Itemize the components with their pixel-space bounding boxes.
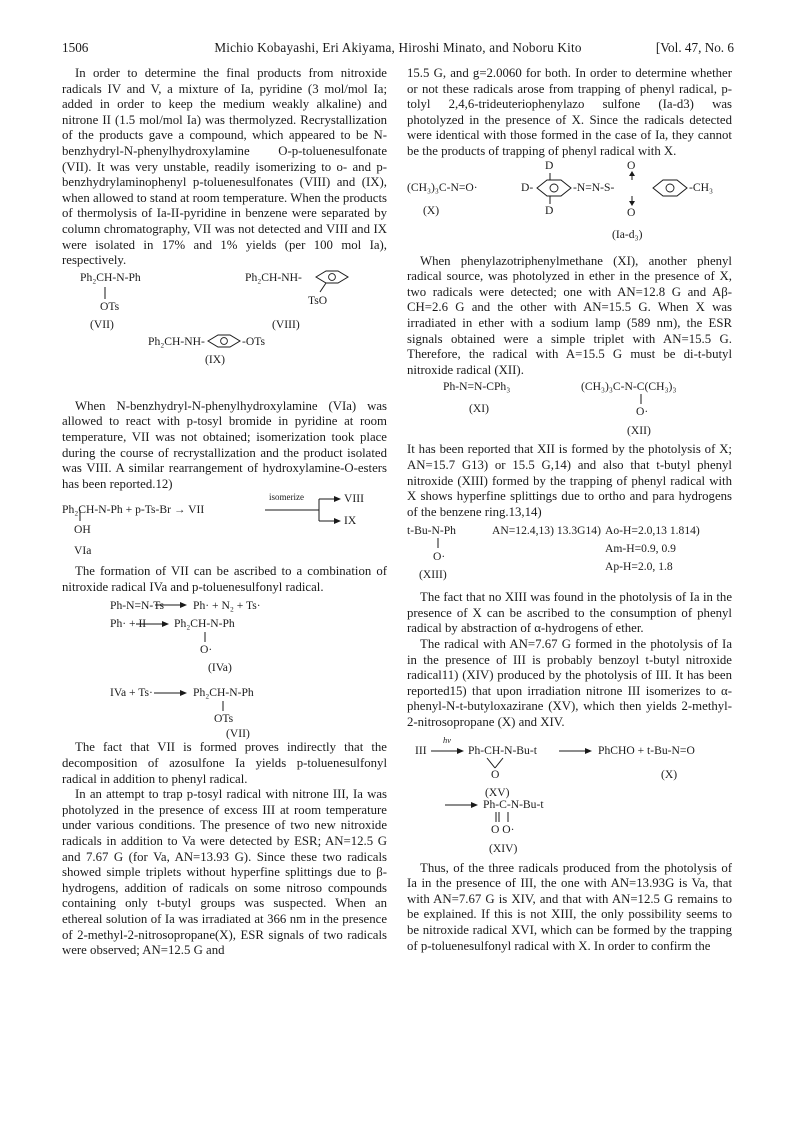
x-label-2: (X) xyxy=(661,767,678,781)
page-number: 1506 xyxy=(62,40,89,55)
product-ix: IX xyxy=(344,514,357,528)
xiii-formula: t-Bu-N-Ph xyxy=(407,524,456,538)
xiv-formula: Ph-C-N-Bu-t xyxy=(483,797,544,811)
x-formula: (CH₃)₃C-N=O· xyxy=(407,180,478,194)
volume-info: [Vol. 47, No. 6 xyxy=(655,40,734,55)
r3-left: IVa + Ts· xyxy=(110,686,153,700)
xiv-oxygens: O O· xyxy=(491,822,515,836)
xiii-label: (XIII) xyxy=(419,568,447,582)
via-oh: OH xyxy=(74,523,91,537)
r1-left: Ph-N=N-Ts xyxy=(110,599,165,613)
sulfonyl-o-bottom: O xyxy=(627,205,636,219)
ia-d3-label: (Ia-d₃) xyxy=(612,227,643,241)
iii-label: III xyxy=(415,743,427,757)
viii-tso: TsO xyxy=(308,293,328,307)
paragraph: In an attempt to trap p-tosyl radical with nitrone III, Ia was photolyzed in the presence of excess III at room temperature under various conditions. The presence of two new nitroxide radicals in addition to Va were detected by ESR; AN=12.5 G and 7.67 G (for Va, AN=13.93 G). Since these two radicals showed simple triplets without hyperfine splittings due to β-hydrogens, addition of radicals on some nitroso compounds containing only t-butyl groups was suspected. When an ethereal solution of Ia was irradiated at 366 nm in the presence of 2-methyl-2-nitrosopropane(X), ESR signals of two radicals were observed; AN=12.5 G and xyxy=(62,787,387,958)
r1-right: Ph· + N₂ + Ts· xyxy=(193,599,261,613)
vii-label: (VII) xyxy=(90,317,114,331)
hv-label: hν xyxy=(443,734,452,745)
paragraph: The fact that VII is formed proves indirectly that the decomposition of azosulfone Ia yields p-toluenesulfonyl radical in addition to phenyl radical. xyxy=(62,740,387,786)
methyl-group: -CH₃ xyxy=(689,180,714,194)
scheme-x-ia-d3 xyxy=(407,160,732,254)
xiii-ortho-splitting: Ao-H=2.0,13 1.814) xyxy=(605,524,700,538)
r3-right: Ph₂CH-N-Ph xyxy=(193,686,254,700)
r2-oxyl: O· xyxy=(200,643,213,657)
xi-label: (XI) xyxy=(469,402,489,416)
xii-label: (XII) xyxy=(627,424,651,438)
viii-formula: Ph₂CH-NH- xyxy=(245,270,302,284)
xiii-an-value: AN=12.4,13) 13.3G14) xyxy=(492,524,601,538)
via-label: VIa xyxy=(74,544,92,558)
azo-sulfone-link: -N=N-S- xyxy=(573,180,615,194)
left-column xyxy=(62,66,387,959)
deuterium-bottom: D xyxy=(545,203,554,217)
scheme-formation-vii xyxy=(62,595,387,740)
xiv-label: (XIV) xyxy=(489,841,518,855)
scheme-lines xyxy=(407,160,732,254)
r3-ots: OTs xyxy=(214,712,234,726)
isomerize-label: isomerize xyxy=(269,492,304,503)
deuterium-left: D- xyxy=(521,180,534,194)
scheme-xiii xyxy=(407,520,732,590)
xiii-meta-splitting: Am-H=0.9, 0.9 xyxy=(605,542,676,556)
vii-formula: Ph₂CH-N-Ph xyxy=(80,270,141,284)
x-label: (X) xyxy=(423,203,440,217)
paragraph: It has been reported that XII is formed by the photolysis of X; AN=15.7 G13) or 15.5 G,14) and also that t-butyl phenyl nitroxide (XIII) formed by the trapping of phenyl radical with X shows hyperfine splittings due to ortho and para hydrogens of the benzene ring.13,14) xyxy=(407,442,732,519)
scheme-xi-xii xyxy=(407,378,732,442)
paragraph: When N-benzhydryl-N-phenylhydroxylamine (VIa) was allowed to react with p-tosyl bromide in pyridine at room temperature, VII was not obtained; isomerization took place during the course of recrystallization and the product isolated was VIII. A similar rearrangement of hydroxylamine-O-esters has been reported.12) xyxy=(62,398,387,491)
scheme-isomerize xyxy=(62,492,387,564)
r2-left: Ph· + II xyxy=(110,617,147,631)
sulfonyl-o-top: O xyxy=(627,158,636,172)
running-authors: Michio Kobayashi, Eri Akiyama, Hiroshi Minato, and Noboru Kito xyxy=(214,40,582,55)
xi-formula: Ph-N=N-CPh₃ xyxy=(443,380,511,394)
right-column xyxy=(407,66,732,954)
page-header xyxy=(62,40,734,58)
viii-label: (VIII) xyxy=(272,317,300,331)
xv-formula: Ph-CH-N-Bu-t xyxy=(468,743,537,757)
scheme-oxaziridine xyxy=(407,731,732,861)
ix-formula-left: Ph₂CH-NH- xyxy=(148,334,205,348)
xii-formula: (CH₃)₃C-N-C(CH₃)₃ xyxy=(581,380,677,394)
xv-label: (XV) xyxy=(485,785,510,799)
deuterium-top: D xyxy=(545,158,554,172)
product-viii: VIII xyxy=(344,492,364,506)
ix-formula-right: -OTs xyxy=(242,334,266,348)
paragraph: The radical with AN=7.67 G formed in the photolysis of Ia in the presence of III is probably benzoyl t-butyl nitroxide radical11) (XIV) produced by the photolysis of III. It has been reported15) that upon irradiation nitrone III isomerizes to α-phenyl-N-t-butyloxazirane (XV), which then yields 2-methyl-2-nitrosopropane (X) and XIV. xyxy=(407,637,732,730)
paragraph: In order to determine the final products from nitroxide radicals IV and V, a mixture of Ia, pyridine (3 mol/mol Ia; added in order to keep the medium weakly alkaline) and nitrone II (1.5 mol/mol Ia) was thermolyzed. Recrystallization of the products gave a compound, which appeared to be N-benzhydryl-N-phenylhydroxylamine O-p-toluenesulfonate (VII). It was very unstable, readily isomerizing to o- and p-benzhydrylaminophenyl p-toluenesulfonates (VIII) and (IX), when allowed to stand at room temperature. When the products of thermolysis of Ia-II-pyridine in benzene were separated by column chromatography, VII was not detected and VIII and IX were isolated in 17% and 1% yields (per 100 mol Ia), respectively. xyxy=(62,66,387,268)
xiii-oxyl: O· xyxy=(433,550,446,564)
xii-oxyl: O· xyxy=(636,405,649,419)
paragraph: Thus, of the three radicals produced from the photolysis of Ia in the presence of III, the one with AN=13.93G is Va, that with AN=7.67 G is XIV, and that with AN=12.5 G remains to be explained. If this is not XIII, the only possibility seems to be nitroxide radical XVI, which can be formed by the trapping of p-toluenesulfonyl radical with X. In order to confirm the xyxy=(407,860,732,953)
xiii-para-splitting: Ap-H=2.0, 1.8 xyxy=(605,560,673,574)
ix-label: (IX) xyxy=(205,352,225,366)
paragraph: The fact that no XIII was found in the photolysis of Ia in the presence of X can be ascribed to the consumption of phenyl radical by abstraction of α-hydrogens of ether. xyxy=(407,590,732,636)
vii-label-2: (VII) xyxy=(226,727,250,741)
reaction-left: Ph₂CH-N-Ph + p-Ts-Br → VII xyxy=(62,503,205,517)
paragraph: The formation of VII can be ascribed to a combination of nitroxide radical IVa and p-toluenesulfonyl radical. xyxy=(62,564,387,594)
paragraph: 15.5 G, and g=2.0060 for both. In order to determine whether or not these radicals arose from trapping of phenyl radical, p-tolyl 2,4,6-trideuteriophenylazo sulfone (Ia-d3) was photolyzed in the presence of X. Since the radicals detected were identical with those formed in the case of Ia, they cannot be the products of trapping of phenyl radical with X. xyxy=(407,66,732,158)
xv-oxygen: O xyxy=(491,767,500,781)
r2-right: Ph₂CH-N-Ph xyxy=(174,617,235,631)
iva-label: (IVa) xyxy=(208,661,232,675)
paragraph: When phenylazotriphenylmethane (XI), another phenyl radical source, was photolyzed in ether in the presence of X, two radicals were detected; one with AN=12.8 G and Aβ-CH=2.6 G and the other with AN=15.5 G. When X was irradiated in ether with a sodium lamp (589 nm), the ESR signals obtained were a simple triplet with AN=15.5 G. Therefore, the radical with A=15.5 G must be di-t-butyl nitroxide radical (XII). xyxy=(407,253,732,377)
scheme-lines xyxy=(62,269,387,399)
scheme-vii-viii-ix xyxy=(62,269,387,399)
vii-ots: OTs xyxy=(100,299,120,313)
cleavage-products: PhCHO + t-Bu-N=O xyxy=(598,743,695,757)
